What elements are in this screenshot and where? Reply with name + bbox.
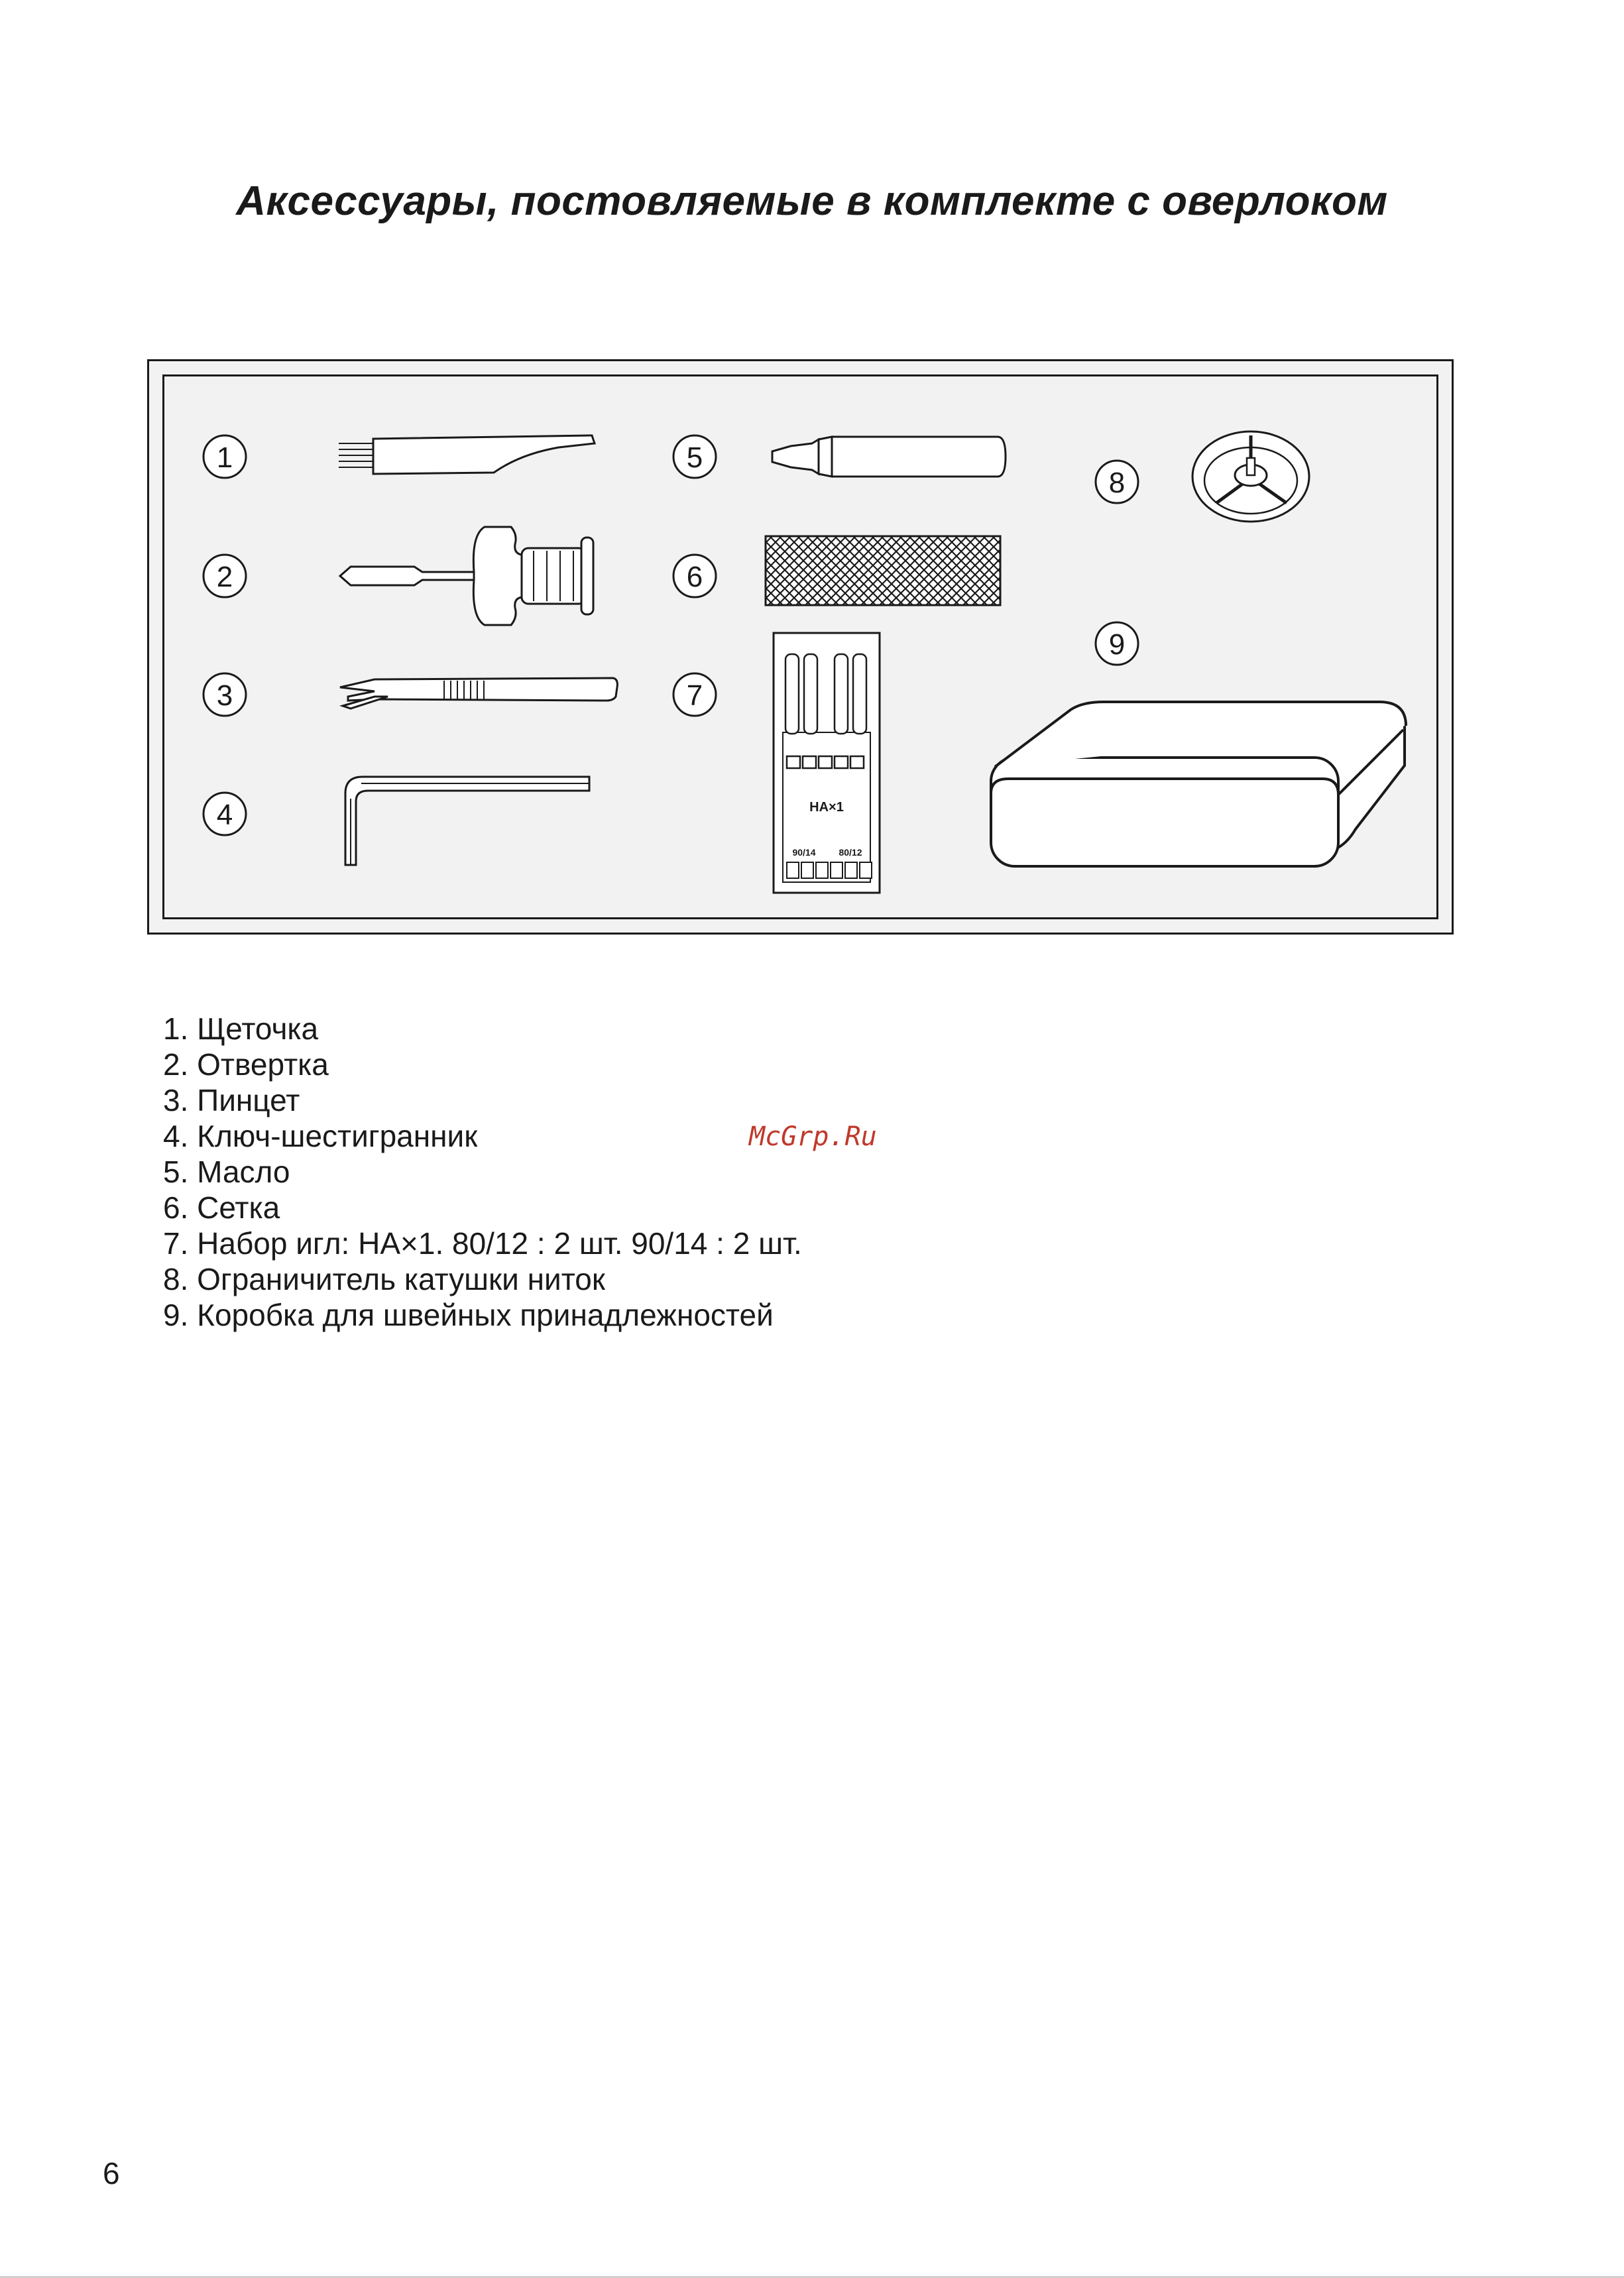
callout-9 (1096, 622, 1138, 665)
callout-4 (203, 793, 246, 835)
list-item: 6. Сетка (163, 1190, 280, 1225)
needle-size-right: 80/12 (839, 847, 862, 858)
callout-6 (673, 555, 716, 597)
callout-label: 5 (686, 441, 703, 474)
oil-bottle-icon (772, 437, 1006, 477)
callout-label: 2 (216, 561, 233, 593)
callout-label: 3 (216, 679, 233, 712)
callout-label: 7 (686, 679, 703, 712)
list-item: 9. Коробка для швейных принадлежностей (163, 1298, 774, 1332)
needle-size-left: 90/14 (792, 847, 816, 858)
callout-1 (203, 435, 246, 478)
spool-cap-icon (1192, 431, 1309, 522)
list-item: 3. Пинцет (163, 1083, 300, 1117)
page-number: 6 (103, 2156, 120, 2191)
callout-2 (203, 555, 246, 597)
callout-7 (673, 673, 716, 716)
callout-label: 9 (1108, 628, 1126, 661)
callout-label: 1 (216, 441, 233, 474)
callout-8 (1096, 461, 1138, 503)
hex-key-icon (345, 777, 589, 865)
brush-icon (339, 435, 595, 474)
page-title: Аксессуары, постовляемые в комплекте с оверлоком (236, 178, 1388, 224)
mesh-net-icon (766, 536, 1000, 605)
tweezers-icon (340, 678, 617, 709)
screwdriver-icon (340, 527, 593, 625)
list-item: 5. Масло (163, 1155, 290, 1189)
accessory-list (163, 1011, 802, 1333)
accessories-figure (147, 359, 1454, 935)
callout-5 (673, 435, 716, 478)
needle-pack-icon (774, 633, 880, 893)
list-item: 4. Ключ-шестигранник (163, 1119, 478, 1153)
accessories-illustration (149, 361, 1452, 933)
list-item: 8. Ограничитель катушки ниток (163, 1262, 605, 1296)
callout-label: 6 (686, 561, 703, 593)
callout-label: 4 (216, 799, 233, 831)
list-item: 1. Щеточка (163, 1011, 319, 1046)
list-item: 2. Отвертка (163, 1047, 329, 1082)
watermark: McGrp.Ru (749, 1121, 877, 1152)
callout-3 (203, 673, 246, 716)
list-item: 7. Набор игл: HA×1. 80/12 : 2 шт. 90/14 : 2 шт. (163, 1226, 802, 1261)
needle-pack-label: HA×1 (809, 800, 844, 815)
accessory-box-icon (991, 702, 1406, 866)
callout-label: 8 (1108, 467, 1126, 499)
